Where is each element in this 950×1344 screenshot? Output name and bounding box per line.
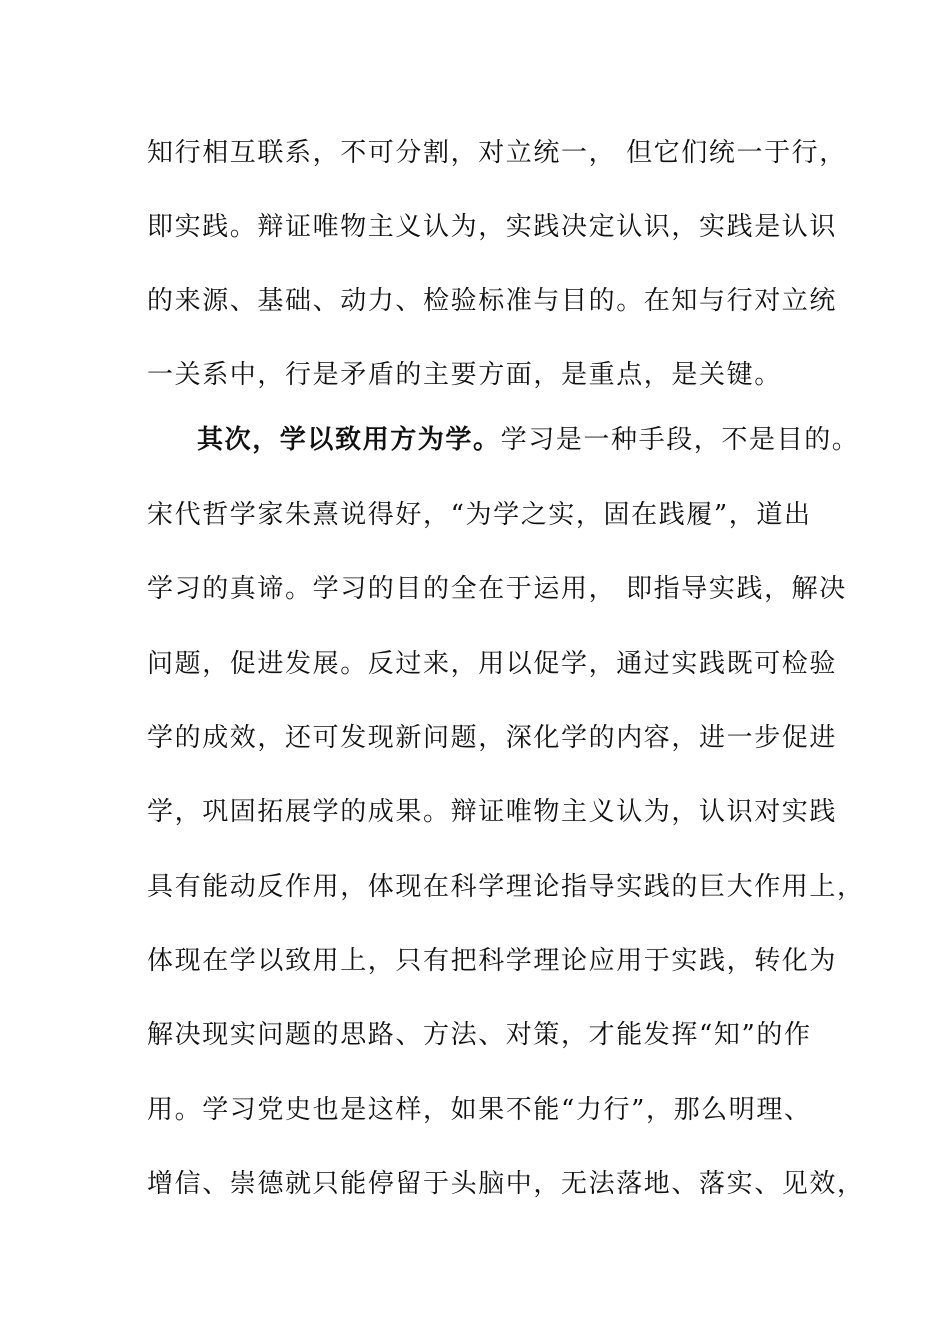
text-line: 知行相互联系，不可分割，对立统一， 但它们统一于行， [147, 138, 847, 168]
text-line: 解决现实问题的思路、方法、对策，才能发挥“知”的作 [147, 1020, 812, 1050]
text-line: 用。学习党史也是这样，如果不能“力行”，那么明理、 [147, 1095, 812, 1125]
section-heading: 其次，学以致用方为学。 [197, 425, 501, 455]
text-line: 学，巩固拓展学的成果。辩证唯物主义认为，认识对实践 [147, 797, 838, 827]
text-line: 即实践。辩证唯物主义认为，实践决定认识，实践是认识 [147, 212, 838, 242]
text-line: 的来源、基础、动力、检验标准与目的。在知与行对立统 [147, 286, 838, 316]
text-line: 一关系中，行是矛盾的主要方面，是重点，是关键。 [147, 360, 782, 390]
text-line: 宋代哲学家朱熹说得好，“为学之实，固在践履”，道出 [147, 500, 812, 530]
text-line: 体现在学以致用上，只有把科学理论应用于实践，转化为 [147, 946, 838, 976]
text-line: 学习的真谛。学习的目的全在于运用， 即指导实践，解决 [147, 574, 847, 604]
text-line: 学的成效，还可发现新问题，深化学的内容，进一步促进 [147, 723, 838, 753]
text-line-rest: 学习是一种手段，不是目的。 [500, 425, 860, 455]
text-line: 问题，促进发展。反过来，用以促学，通过实践既可检验 [147, 649, 838, 679]
text-line: 具有能动反作用，体现在科学理论指导实践的巨大作用上， [147, 872, 865, 902]
text-line: 增信、崇德就只能停留于头脑中，无法落地、落实、见效， [147, 1169, 865, 1199]
paragraph-first-line [197, 420, 860, 460]
